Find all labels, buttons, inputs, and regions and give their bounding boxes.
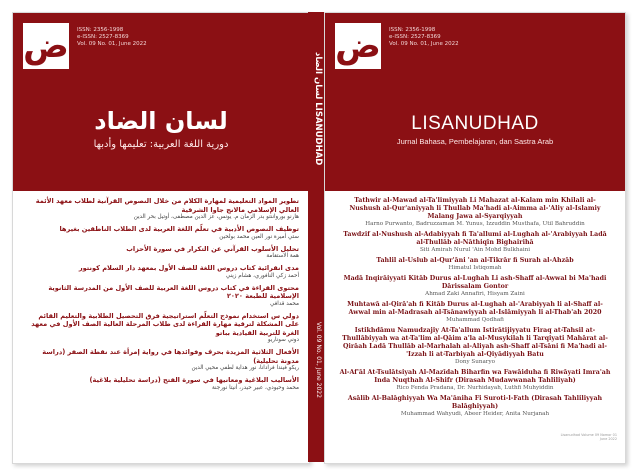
article-authors: هارنو بورواننتو بدر الزمان م. يونس، عز الدين مصطفى، أوتيل بحر الدين [133, 214, 299, 220]
article-title: الأفعال الثلاثية المزيدة بحرف وفوائدها في رواية إمرأة عند نقطة الصفر (دراسة مدونة تحليلية) [42, 348, 299, 365]
back-volume: Vol. 09 No. 01, June 2022 [77, 41, 147, 47]
list-item [339, 257, 611, 272]
book-spine [308, 12, 324, 462]
article-title: الأساليب البلاغية ومعانيها في سورة الفتح (دراسة تحليلية بلاغية) [89, 376, 299, 384]
list-item [27, 376, 299, 392]
back-issn-print: ISSN: 2356-1998 [77, 27, 124, 33]
back-cover [12, 12, 310, 464]
list-item [27, 312, 299, 345]
article-authors: ريكو فيندا فرادانا، نور هداية لطفي محيي الدين [191, 365, 299, 371]
article-title: Muhtawā al-Qirā'ah fi Kitāb Durus al-Lughah al-'Arabiyyah li al-Shaff al-Awwal min al-Madrasah al-Tsānawiyyah al-Islāmiyyah li al-Thab'ah 2020 [347, 301, 603, 316]
journal-title: LISANUDHAD [411, 113, 539, 134]
list-item [27, 225, 299, 241]
article-title: Asālib Al-Balāghiyyah Wa Ma'āniha Fi Suroti-l-Fath (Dirasah Tahliliyyah Balāghiyyah) [347, 395, 603, 410]
list-item [27, 264, 299, 280]
spine-volume: Vol. 09 No. 01, June 2022 [315, 322, 322, 398]
article-authors: ستي أميرة نور العين محمد بولحين [219, 233, 299, 240]
list-item [339, 369, 611, 392]
article-title: Tawdzif al-Nushush al-Adabiyyah fi Ta'allumi al-Lughah al-'Arabiyyah Ladā al-Thullāb al-Nāthiqīn Bighairihā [343, 231, 607, 246]
article-title: توظيف النصوص الأدبية في تعلّم اللغة العربية لدى الطلاب الناطقين بغيرها [59, 225, 299, 233]
journal-logo-icon [335, 23, 381, 69]
list-item [27, 197, 299, 221]
article-authors: Muhammad Wahyudi, Abeer Heider, Anita Nurjanah [400, 411, 550, 417]
article-authors: Siti Amirah Nurul 'Ain Mohd Bulkhaini [419, 247, 531, 253]
article-title: تطوير المواد التعليمية لمهارة الكلام من خلال النصوص القرآنية لطلاب معهد الأئمة العالي الإسلامي مالانج جاوا الشرقية [35, 197, 299, 214]
list-item [339, 231, 611, 254]
colophon-text: Lisanudhad Volume 09 Nomor 01 June 2022 [560, 433, 617, 442]
article-title: مدى انقرائية كتاب دروس اللغة للصف الأول بمعهد دار السلام كونتور [78, 264, 299, 272]
arabic-contents-list [27, 197, 299, 396]
svg-text:ض: ض [23, 26, 69, 66]
article-title: Istikhdāmu Namudzajiy At-Ta'allum Istirātijiyyatu Firaq at-Tahsil at-Thullābiyyah wa at-Ta'lim al-Qāim a'la al-Musykilah li Tarqiyati Mahārat al-Qirāah Ladā Thullāb al-Marhalah al-Aliyah ash-Shaff al-Tsāni fi Ma'hadi al-'Izzah li at-Tarbiyah al-Qiyādiyyah Batu [342, 327, 608, 358]
article-authors: دوني سوناريو [267, 337, 299, 343]
journal-logo-icon [23, 23, 69, 69]
article-authors: محمد وحيودي، عبير حيدر، أنيتا نورجنة [212, 384, 299, 391]
back-issn-online: e-ISSN: 2527-8369 [77, 34, 129, 40]
contents-list [339, 197, 611, 421]
article-authors: Dony Sunaryo [455, 359, 495, 365]
list-item [27, 348, 299, 372]
article-authors: Rico Fenda Pradana, Dr. Nurhidayah, Luthfi Muhyiddin [396, 385, 554, 391]
list-item [339, 395, 611, 418]
article-title: محتوى القراءة في كتاب دروس اللغة العربية للصف الأول من المدرسة الثانوية الإسلامية للطبعة ٢٠٢٠ [48, 283, 299, 300]
front-issn-print: ISSN: 2356-1998 [389, 27, 436, 33]
svg-text:ض: ض [335, 26, 381, 66]
list-item [339, 327, 611, 366]
front-issn-block [389, 27, 459, 48]
list-item [27, 284, 299, 308]
journal-subtitle: Jurnal Bahasa, Pembelajaran, dan Sastra Arab [396, 137, 554, 146]
back-issn-block [77, 27, 147, 48]
list-item [339, 197, 611, 228]
spine-title: لسان الضاد LISANUDHAD [313, 52, 323, 166]
front-issn-online: e-ISSN: 2527-8369 [389, 34, 441, 40]
article-title: Tathwir al-Mawad al-Ta'limiyyah Li Mahazat al-Kalam min Khilali al-Nushush al-Qur'aniyyah li Thullab Ma'hadi al-Aimma al-'Aliy al-Islamiy Malang Jawa al-Syarqiyyah [349, 197, 601, 220]
arabic-journal-title: لسان الضاد [94, 107, 228, 135]
article-authors: Harno Purwanto, Badruzzaman M. Yunus, Izzuddin Musthafa, Util Bahruddin [365, 221, 585, 227]
arabic-journal-subtitle: دورية اللغة العربية: تعليمها وأدبها [93, 139, 229, 150]
front-volume: Vol. 09 No. 01, June 2022 [389, 41, 459, 47]
article-authors: محمد قدافي [269, 300, 299, 307]
article-title: تحليل الأسلوب القرآني عن التكرار في سورة الأحزاب [126, 244, 299, 253]
article-title: Al-Af'āl At-Tsulātsiyah Al-Mazīdah Biharfin wa Fawāiduha fi Riwāyati Imra'ah Inda Nuqthah Al-Shifr (Dirasah Mudawwanah Tahliliyah) [339, 369, 611, 384]
list-item [339, 275, 611, 298]
list-item [339, 301, 611, 324]
article-authors: Himatul Istiqomah [448, 265, 502, 271]
article-authors: همة الاستقامة [266, 253, 299, 259]
front-cover [324, 12, 626, 464]
article-authors: Ahmad Zaki Annafiri, Hisyam Zaini [425, 291, 525, 297]
article-authors: Muhammad Qodhafi [446, 317, 504, 323]
list-item [27, 245, 299, 261]
article-title: دولي س استخدام نموذج التعلّم استراتيجية فرق التحصيل الطلابية والتعليم القائم على المشكلة لترقية مهارة القراءة لدى طلاب المرحلة العالية الصف الأول في معهد الغرة للتربية القيادية بباتو [31, 311, 299, 337]
article-title: Madā Inqirāiyyati Kitāb Durus al-Lughah Li ash-Shaff al-Awwal bi Ma'hadi Dārissalam Gontor [343, 275, 607, 290]
article-authors: أحمد زكي النافوري، هشام زيني [225, 272, 299, 279]
article-title: Tahlil al-Uslub al-Qur'āni 'an al-Tikrār fi Surah al-Ahzāb [376, 257, 574, 264]
